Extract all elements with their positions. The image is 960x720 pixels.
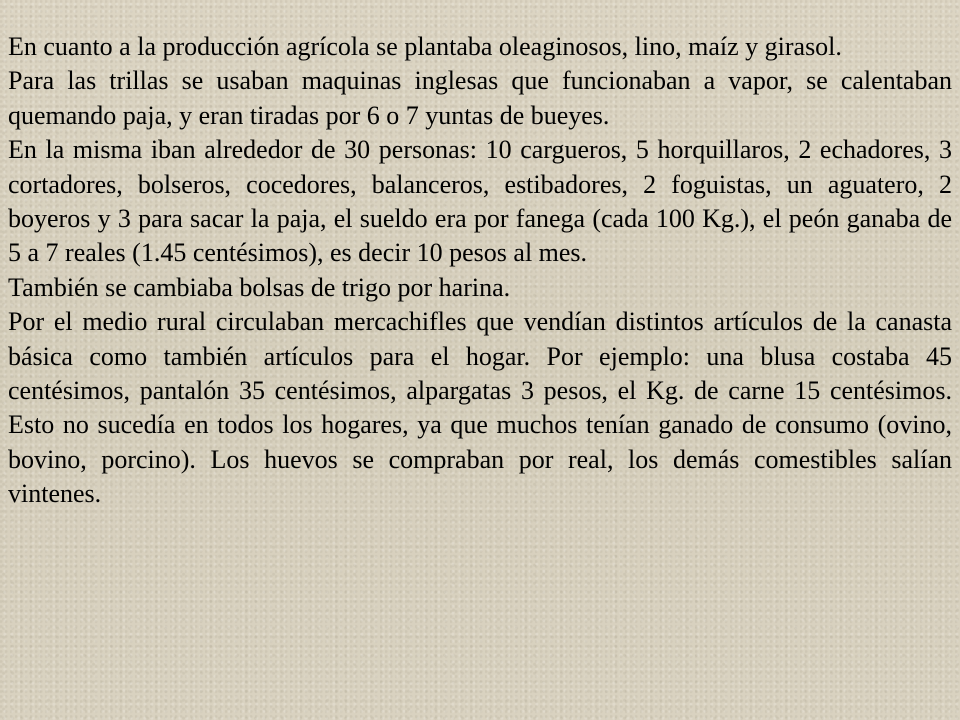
paragraph-peddlers-and-prices: Por el medio rural circulaban mercachifles que vendían distintos artículos de la canasta básica como también artículos para el hogar. Por ejemplo: una blusa costaba 45 centésimos, pantalón 35 centésimos, alpargatas 3 pesos, el Kg. de carne 15 centésimos. Esto no sucedía en todos los hogares, ya que muchos tenían ganado de consumo (ovino, bovino, porcino). Los huevos se compraban por real, los demás comestibles salían vintenes. bbox=[8, 307, 952, 509]
body-text bbox=[8, 30, 952, 512]
paragraph-workers-and-wages: En la misma iban alrededor de 30 personas: 10 cargueros, 5 horquillaros, 2 echadores, 3 cortadores, bolseros, cocedores, balanceros, estibadores, 2 foguistas, un aguatero, 2 boyeros y 3 para sacar la paja, el sueldo era por fanega (cada 100 Kg.), el peón ganaba de 5 a 7 reales (1.45 centésimos), es decir 10 pesos al mes. bbox=[8, 135, 952, 268]
paragraph-agricultural-production: En cuanto a la producción agrícola se plantaba oleaginosos, lino, maíz y girasol. bbox=[8, 32, 842, 61]
paragraph-threshing-machines: Para las trillas se usaban maquinas inglesas que funcionaban a vapor, se calentaban quemando paja, y eran tiradas por 6 o 7 yuntas de bueyes. bbox=[8, 66, 952, 130]
paragraph-wheat-for-flour: También se cambiaba bolsas de trigo por harina. bbox=[8, 272, 511, 302]
